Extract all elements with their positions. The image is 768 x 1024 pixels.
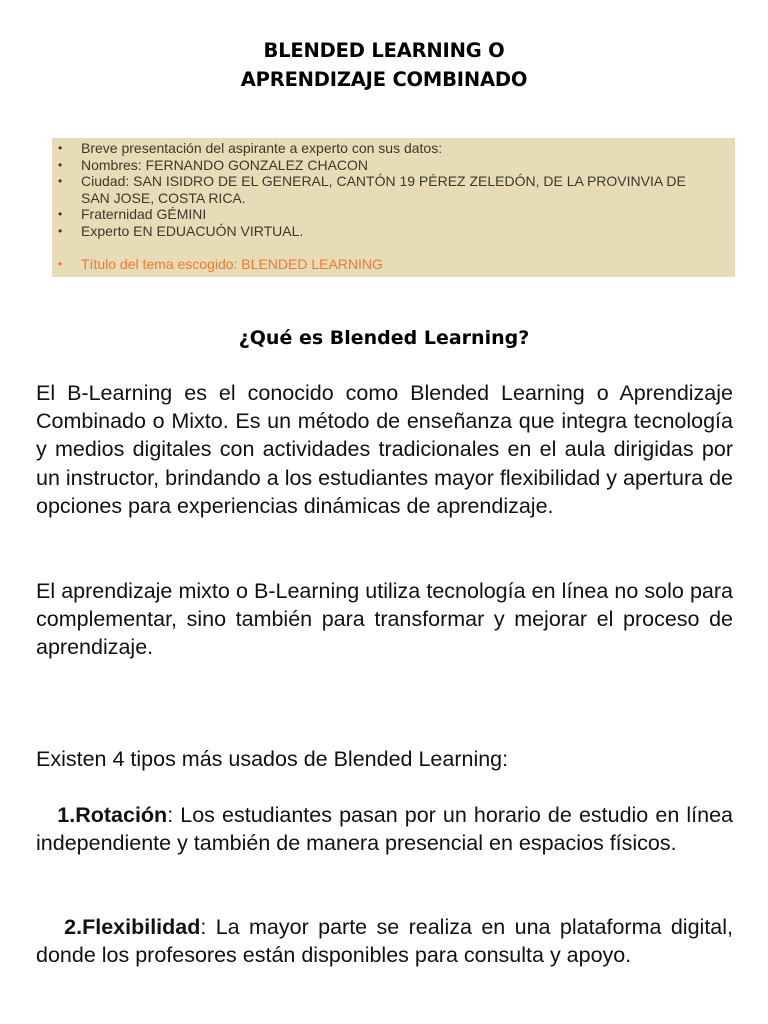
list-item bbox=[52, 173, 735, 206]
section-heading: ¿Qué es Blended Learning? bbox=[238, 327, 530, 349]
bullet-icon: • bbox=[58, 207, 63, 221]
list-item bbox=[52, 223, 735, 240]
list-item-text: Experto EN EDUACUÓN VIRTUAL. bbox=[81, 222, 304, 239]
applicant-info-box bbox=[52, 138, 735, 277]
paragraph-types-intro: Existen 4 tipos más usados de Blended Learning: bbox=[36, 747, 509, 771]
list-item-text: Fraternidad GÉMINI bbox=[81, 206, 207, 222]
list-item bbox=[52, 206, 735, 223]
document-title bbox=[0, 36, 768, 94]
bullet-icon: • bbox=[58, 174, 63, 188]
bullet-icon: • bbox=[58, 141, 63, 155]
list-item bbox=[52, 140, 735, 157]
bullet-icon: • bbox=[58, 257, 63, 271]
topic-text: Título del tema escogido: BLENDED LEARNING bbox=[81, 256, 383, 272]
paragraph-purpose: El aprendizaje mixto o B-Learning utiliza tecnología en línea no solo para complementar, sino también para transformar y mejorar el proceso de aprendizaje. bbox=[36, 579, 733, 660]
type-item-flexibility bbox=[36, 913, 733, 969]
type-item-rotation bbox=[36, 801, 733, 857]
applicant-info-list bbox=[52, 140, 735, 273]
title-line-2: APRENDIZAJE COMBINADO bbox=[240, 68, 528, 91]
type-description: : Los estudiantes pasan por un horario de estudio en línea independiente y también de manera presencial en espacios físicos. bbox=[36, 803, 733, 856]
list-item-text: Ciudad: SAN ISIDRO DE EL GENERAL, CANTÓN 19 PÉREZ ZELEDÓN, DE LA PROVINVIA DE SAN JOSE, COSTA RICA. bbox=[81, 173, 686, 206]
bullet-icon: • bbox=[58, 223, 63, 238]
bullet-icon: • bbox=[58, 157, 63, 172]
list-item-text: Nombres: FERNANDO GONZALEZ CHACON bbox=[81, 156, 369, 173]
list-item bbox=[52, 157, 735, 174]
topic-list-item bbox=[52, 256, 735, 273]
title-line-1: BLENDED LEARNING O bbox=[263, 39, 505, 62]
type-description: : La mayor parte se realiza en una plataforma digital, donde los profesores están disponibles para consulta y apoyo. bbox=[36, 915, 733, 968]
list-item-text: Breve presentación del aspirante a experto con sus datos: bbox=[81, 140, 443, 156]
type-heading: 1.Rotación bbox=[57, 803, 168, 827]
indent-spacer bbox=[36, 803, 57, 827]
type-heading: 2.Flexibilidad bbox=[64, 915, 201, 939]
paragraph-definition: El B-Learning es el conocido como Blended Learning o Aprendizaje Combinado o Mixto. Es un método de enseñanza que integra tecnología y medios digitales con actividades tradicionales en el aula dirigidas por un instructor, brindando a los estudiantes mayor flexibilidad y apertura de opciones para experiencias dinámicas de aprendizaje. bbox=[36, 381, 733, 518]
indent-spacer bbox=[36, 915, 64, 939]
